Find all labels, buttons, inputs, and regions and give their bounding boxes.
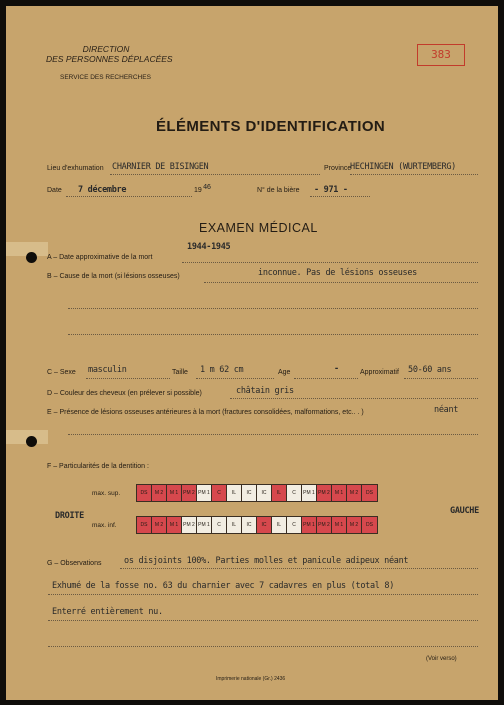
droite-label: DROITE xyxy=(55,511,84,521)
tooth-lower-8: IC xyxy=(257,517,272,533)
field-e-dotted-line-2 xyxy=(68,434,478,435)
header-direction: DIRECTION xyxy=(82,44,130,54)
reference-stamp: 383 xyxy=(417,44,465,66)
tooth-upper-14: M 2 xyxy=(347,485,362,501)
tooth-lower-9: IL xyxy=(272,517,287,533)
approx-dotted-line xyxy=(404,378,478,379)
tooth-upper-3: PM 2 xyxy=(182,485,197,501)
tooth-lower-7: IC xyxy=(242,517,257,533)
tooth-upper-13: M 1 xyxy=(332,485,347,501)
observations-dotted-line-4 xyxy=(48,646,478,647)
age-label: Age xyxy=(278,369,291,376)
biere-label: N° de la bière xyxy=(257,187,300,194)
date-value: 7 décembre xyxy=(78,185,127,195)
lieu-value: CHARNIER DE BISINGEN xyxy=(112,162,209,172)
field-e-value: néant xyxy=(434,405,459,415)
max-inf-label: max. inf. xyxy=(92,522,117,529)
field-d-dotted-line xyxy=(230,398,478,399)
tooth-upper-9: IL xyxy=(272,485,287,501)
tooth-lower-2: M 1 xyxy=(167,517,182,533)
observations-dotted-line-2 xyxy=(48,594,478,595)
tooth-lower-12: PM 2 xyxy=(317,517,332,533)
tooth-upper-10: C xyxy=(287,485,302,501)
year-prefix: 19 xyxy=(194,187,202,194)
observations-line-3: Enterré entièrement nu. xyxy=(52,607,163,617)
tooth-upper-6: IL xyxy=(227,485,242,501)
taille-value: 1 m 62 cm xyxy=(200,365,244,375)
punch-hole-upper xyxy=(26,252,37,263)
tooth-upper-15: DS xyxy=(362,485,377,501)
tooth-lower-10: C xyxy=(287,517,302,533)
year-value: 46 xyxy=(203,183,211,191)
tooth-lower-15: DS xyxy=(362,517,377,533)
biere-value: - 971 - xyxy=(314,185,348,195)
tooth-upper-5: C xyxy=(212,485,227,501)
province-dotted-line xyxy=(350,174,478,175)
field-b-label: B – Cause de la mort (si lésions osseuses) xyxy=(47,273,180,280)
field-f-label: F – Particularités de la dentition : xyxy=(47,463,149,470)
lower-teeth-chart xyxy=(136,516,378,534)
field-d-label: D – Couleur des cheveux (en prélever si possible) xyxy=(47,390,202,397)
tooth-lower-5: C xyxy=(212,517,227,533)
field-a-label: A – Date approximative de la mort xyxy=(47,254,153,261)
printer-imprint: Imprimerie nationale (Gr.) 2436 xyxy=(216,676,286,682)
province-value: HECHINGEN (WURTEMBERG) xyxy=(350,162,456,172)
province-label: Province xyxy=(324,165,352,172)
tooth-lower-0: DS xyxy=(137,517,152,533)
approx-value: 50-60 ans xyxy=(408,365,452,375)
observations-line-2: Exhumé de la fosse no. 63 du charnier avec 7 cadavres en plus (total 8) xyxy=(52,581,395,591)
punch-hole-lower xyxy=(26,436,37,447)
tooth-lower-13: M 1 xyxy=(332,517,347,533)
date-label: Date xyxy=(47,187,62,194)
tooth-upper-0: DS xyxy=(137,485,152,501)
tooth-upper-11: PM 1 xyxy=(302,485,317,501)
tooth-lower-4: PM 1 xyxy=(197,517,212,533)
field-g-label: G – Observations xyxy=(47,560,102,567)
lieu-dotted-line xyxy=(110,174,320,175)
identification-form-sheet xyxy=(6,6,498,700)
upper-teeth-chart xyxy=(136,484,378,502)
field-b-dotted-line xyxy=(204,282,478,283)
tooth-upper-7: IC xyxy=(242,485,257,501)
tooth-upper-12: PM 2 xyxy=(317,485,332,501)
field-d-value: châtain gris xyxy=(236,386,294,396)
taille-label: Taille xyxy=(172,369,188,376)
biere-dotted-line xyxy=(310,196,370,197)
field-e-label: E – Présence de lésions osseuses antérieures à la mort (fractures consolidées, malformations, etc.. . ) xyxy=(47,409,364,416)
tooth-lower-1: M 2 xyxy=(152,517,167,533)
age-dotted-line xyxy=(294,378,358,379)
tooth-lower-11: PM 1 xyxy=(302,517,317,533)
tooth-upper-8: IC xyxy=(257,485,272,501)
field-a-value: 1944-1945 xyxy=(187,242,231,252)
observations-line-1: os disjoints 100%. Parties molles et panicule adipeux néant xyxy=(124,556,409,566)
tooth-lower-6: IL xyxy=(227,517,242,533)
date-dotted-line xyxy=(66,196,192,197)
field-a-dotted-line xyxy=(182,262,478,263)
age-value: - xyxy=(334,364,339,374)
observations-dotted-line-1 xyxy=(120,568,478,569)
voir-verso-note: (Voir verso) xyxy=(426,656,457,662)
tooth-upper-2: M 1 xyxy=(167,485,182,501)
gauche-label: GAUCHE xyxy=(450,506,479,516)
max-sup-label: max. sup. xyxy=(92,490,121,497)
lieu-label: Lieu d'exhumation xyxy=(47,165,104,172)
field-c-label: C – Sexe xyxy=(47,369,76,376)
taille-dotted-line xyxy=(196,378,274,379)
field-c-dotted-line xyxy=(86,378,170,379)
field-b-dotted-line-2 xyxy=(68,308,478,309)
tooth-lower-14: M 2 xyxy=(347,517,362,533)
header-persons: DES PERSONNES DÉPLACÉES xyxy=(46,54,173,64)
form-title: ÉLÉMENTS D'IDENTIFICATION xyxy=(156,118,386,135)
field-b-value: inconnue. Pas de lésions osseuses xyxy=(258,268,417,278)
tooth-upper-1: M 2 xyxy=(152,485,167,501)
section-title: EXAMEN MÉDICAL xyxy=(199,221,318,235)
field-b-dotted-line-3 xyxy=(68,334,478,335)
tooth-upper-4: PM 1 xyxy=(197,485,212,501)
approx-label: Approximatif xyxy=(360,369,399,376)
tooth-lower-3: PM 2 xyxy=(182,517,197,533)
field-c-value: masculin xyxy=(88,365,127,375)
header-service: SERVICE DES RECHERCHES xyxy=(60,74,151,81)
observations-dotted-line-3 xyxy=(48,620,478,621)
